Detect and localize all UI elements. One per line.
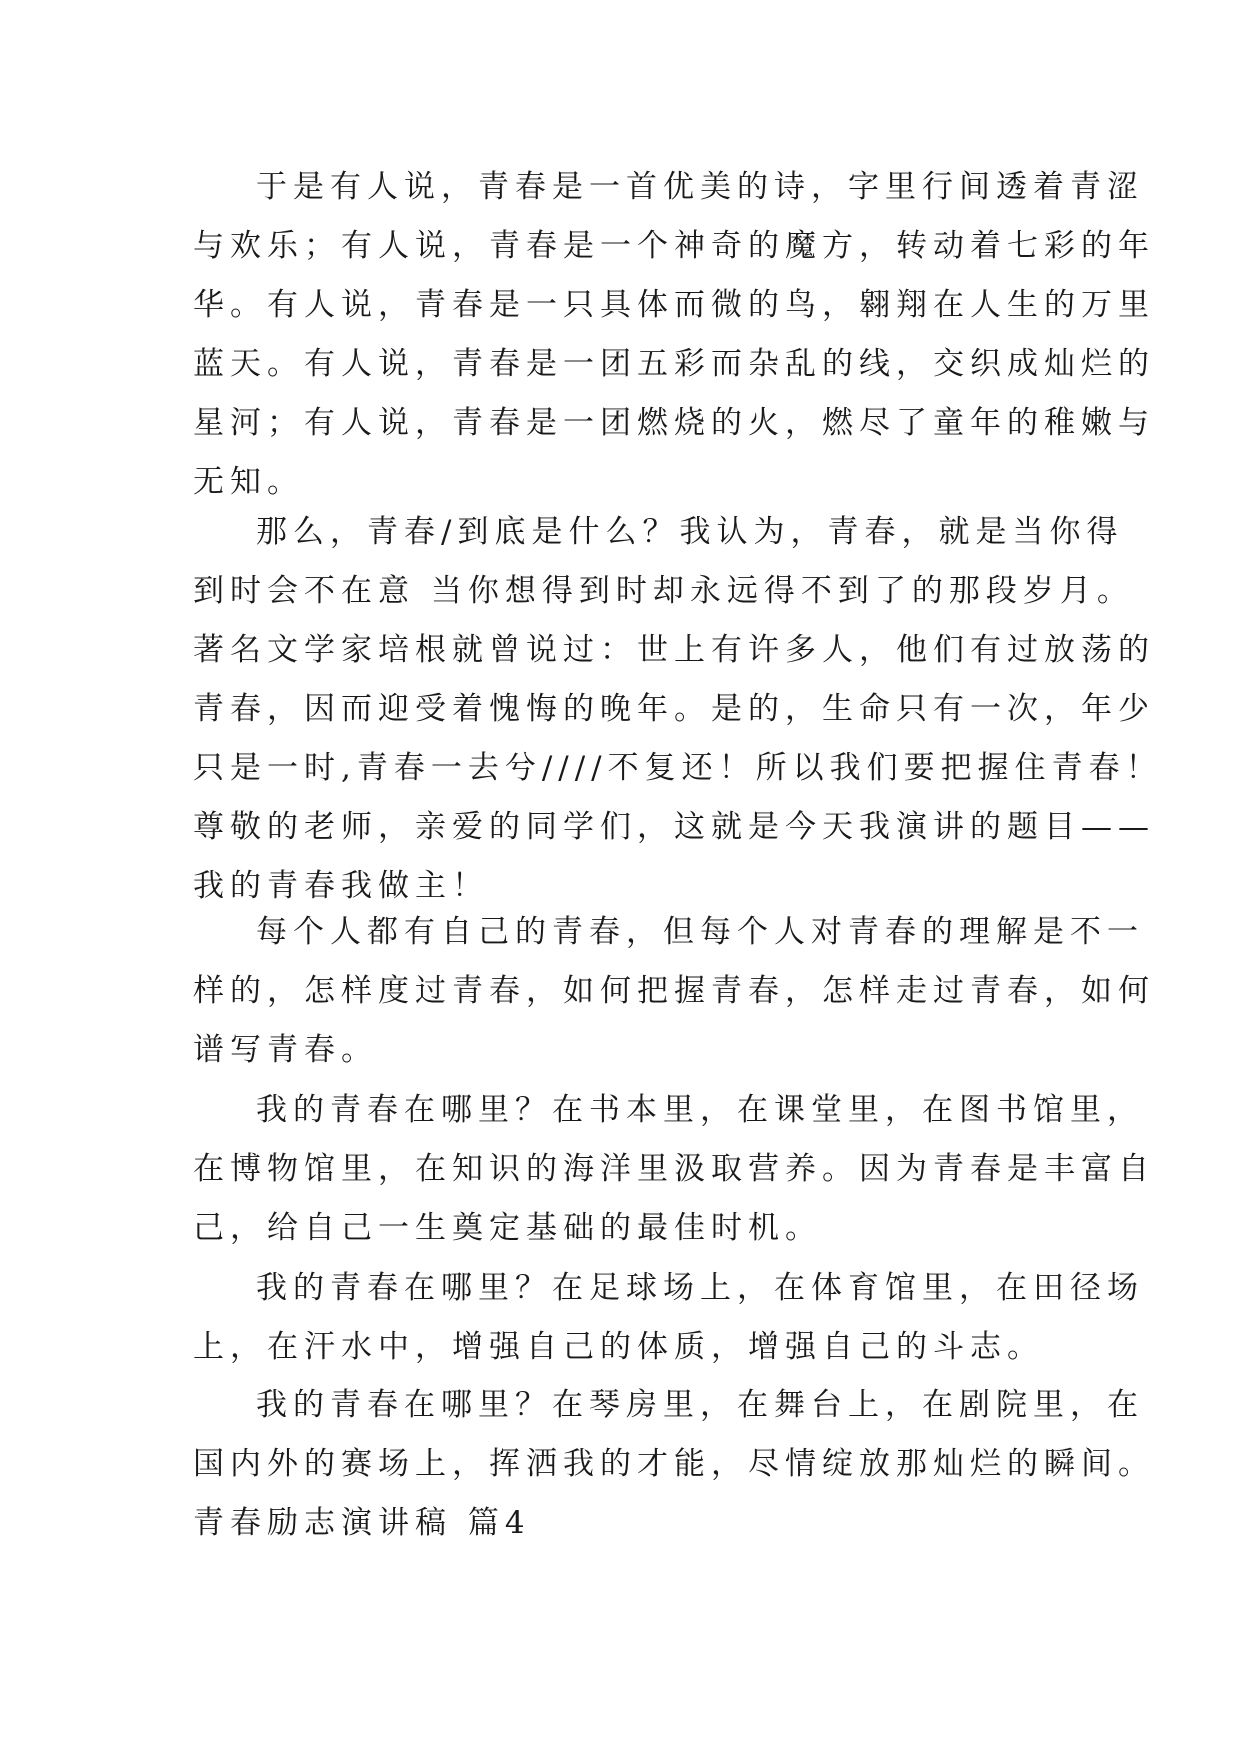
- paragraph-4: [193, 1081, 1155, 1258]
- text-line: 尊敬的老师，亲爱的同学们，这就是今天我演讲的题目——: [193, 809, 1155, 845]
- section-heading: [193, 1494, 1073, 1553]
- paragraph-3: [193, 903, 1155, 1080]
- text-line: 我的青春在哪里？在足球场上，在体育馆里，在田径场: [256, 1270, 1144, 1306]
- text-line: 著名文学家培根就曾说过：世上有许多人，他们有过放荡的: [193, 632, 1155, 668]
- text-line: 与欢乐；有人说，青春是一个神奇的魔方，转动着七彩的年: [193, 228, 1155, 264]
- text-line: 青春，因而迎受着愧悔的晚年。是的，生命只有一次，年少: [193, 691, 1155, 727]
- paragraph-6: [193, 1376, 1155, 1494]
- section-heading-text: 青春励志演讲稿 篇4: [193, 1505, 531, 1541]
- text-line: 蓝天。有人说，青春是一团五彩而杂乱的线，交织成灿烂的: [193, 346, 1155, 382]
- text-line: 只是一时,青春一去兮////不复还！所以我们要把握住青春！: [193, 750, 1163, 786]
- paragraph-5: [193, 1259, 1144, 1377]
- paragraph-2: [193, 503, 1163, 916]
- text-line: 那么，青春/到底是什么？我认为，青春，就是当你得: [256, 514, 1124, 550]
- text-line: 样的，怎样度过青春，如何把握青春，怎样走过青春，如何: [193, 973, 1155, 1009]
- text-line: 星河；有人说，青春是一团燃烧的火，燃尽了童年的稚嫩与: [193, 405, 1155, 441]
- text-line: 我的青春在哪里？在书本里，在课堂里，在图书馆里，: [256, 1092, 1144, 1128]
- text-line: 上，在汗水中，增强自己的体质，增强自己的斗志。: [193, 1329, 1044, 1365]
- text-line: 我的青春在哪里？在琴房里，在舞台上，在剧院里，在: [256, 1387, 1144, 1423]
- text-line: 国内外的赛场上，挥洒我的才能，尽情绽放那灿烂的瞬间。: [193, 1446, 1155, 1482]
- text-line: 谱写青春。: [193, 1032, 378, 1068]
- text-line: 在博物馆里，在知识的海洋里汲取营养。因为青春是丰富自: [193, 1151, 1155, 1187]
- text-line: 每个人都有自己的青春，但每个人对青春的理解是不一: [256, 914, 1144, 950]
- text-line: 到时会不在意 当你想得到时却永远得不到了的那段岁月。: [193, 573, 1134, 609]
- text-line: 华。有人说，青春是一只具体而微的鸟，翱翔在人生的万里: [193, 287, 1155, 323]
- text-line: 己，给自己一生奠定基础的最佳时机。: [193, 1210, 822, 1246]
- text-line: 于是有人说，青春是一首优美的诗，字里行间透着青涩: [256, 169, 1144, 205]
- paragraph-1: [193, 158, 1155, 512]
- text-line: 我的青春我做主！: [193, 868, 489, 904]
- text-line: 无知。: [193, 464, 304, 500]
